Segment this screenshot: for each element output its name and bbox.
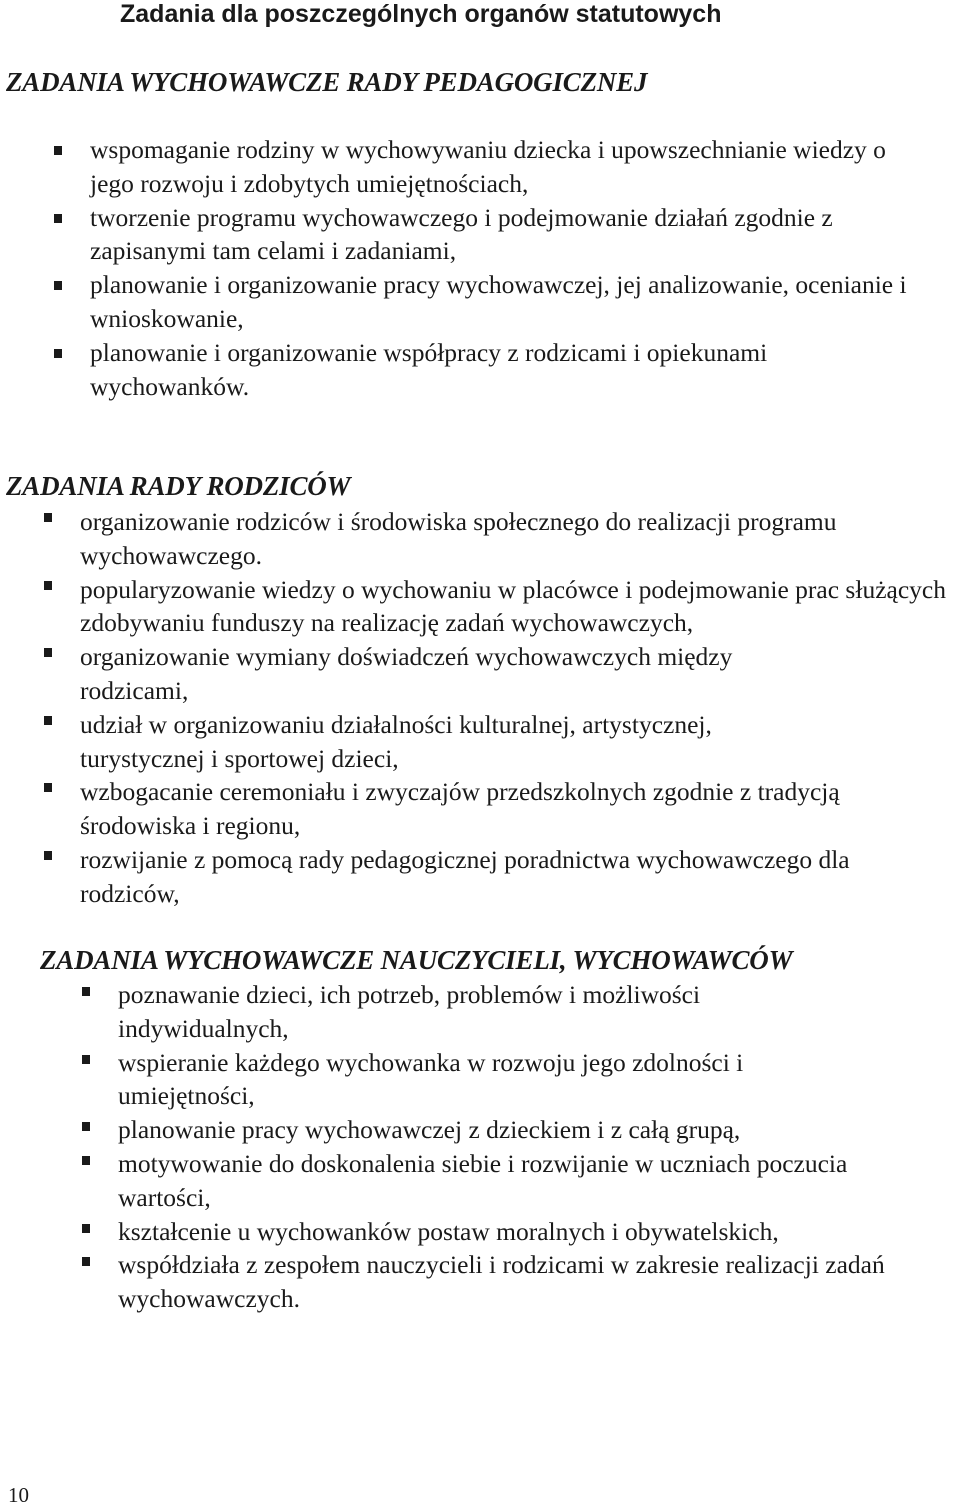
list-item — [90, 268, 950, 336]
list-item-text: udział w organizowaniu działalności kulturalnej, artystycznej, turystycznej i sportowej dzieci, — [80, 709, 712, 773]
list-item-text: planowanie pracy wychowawczej z dzieckiem i z całą grupą, — [118, 1115, 741, 1145]
list-item-text: planowanie i organizowanie współpracy z rodzicami i opiekunami wychowanków. — [90, 337, 768, 401]
list-item-text: planowanie i organizowanie pracy wychowawczej, jej analizowanie, ocenianie i wnioskowanie, — [90, 270, 907, 333]
section-heading-rada-pedagogiczna: ZADANIA WYCHOWAWCZE RADY PEDAGOGICZNEJ — [6, 67, 648, 97]
list-rada-pedagogiczna — [90, 133, 950, 403]
square-bullet-icon — [54, 146, 62, 155]
list-item-text: wspomaganie rodziny w wychowywaniu dziecka i upowszechnianie wiedzy o jego rozwoju i zdobytych umiejętnościach, — [90, 135, 886, 198]
page-number: 10 — [8, 1483, 29, 1507]
list-item-text: wspieranie każdego wychowanka w rozwoju jego zdolności i umiejętności, — [118, 1047, 744, 1111]
list-item-text: motywowanie do doskonalenia siebie i rozwijanie w uczniach poczucia wartości, — [118, 1148, 848, 1212]
document-title: Zadania dla poszczególnych organów statutowych — [120, 0, 722, 28]
square-bullet-icon — [82, 1122, 90, 1131]
square-bullet-icon — [82, 1257, 90, 1266]
list-item-text: rozwijanie z pomocą rady pedagogicznej poradnictwa wychowawczego dla rodziców, — [80, 844, 850, 908]
list-item — [90, 133, 950, 201]
list-item-text: kształcenie u wychowanków postaw moralnych i obywatelskich, — [118, 1216, 779, 1246]
square-bullet-icon — [54, 214, 62, 223]
section-heading-rada-rodzicow: ZADANIA RADY RODZICÓW — [6, 471, 351, 501]
list-item-text: tworzenie programu wychowawczego i podejmowanie działań zgodnie z zapisanymi tam celami i zadaniami, — [90, 202, 833, 266]
list-item — [80, 573, 955, 641]
list-item-text: organizowanie wymiany doświadczeń wychowawczych między rodzicami, — [80, 642, 733, 705]
list-item-text: popularyzowanie wiedzy o wychowaniu w placówce i podejmowanie prac służących zdobywaniu funduszy na realizację zadań wychowawczych, — [80, 574, 946, 638]
list-item — [118, 1215, 948, 1249]
list-item — [80, 843, 955, 911]
square-bullet-icon — [82, 1156, 90, 1165]
square-bullet-icon — [44, 783, 52, 792]
list-item-text: współdziała z zespołem nauczycieli i rodzicami w zakresie realizacji zadań wychowawczych. — [118, 1250, 885, 1314]
square-bullet-icon — [82, 987, 90, 996]
list-nauczyciele — [118, 978, 948, 1316]
square-bullet-icon — [44, 648, 52, 657]
square-bullet-icon — [44, 716, 52, 725]
square-bullet-icon — [54, 349, 62, 358]
list-item — [118, 1248, 948, 1316]
list-item-text: wzbogacanie ceremoniału i zwyczajów przedszkolnych zgodnie z tradycją środowiska i regionu, — [80, 777, 840, 841]
list-item — [80, 775, 955, 843]
list-item — [80, 640, 955, 708]
list-item-text: poznawanie dzieci, ich potrzeb, problemów i możliwości indywidualnych, — [118, 980, 701, 1043]
square-bullet-icon — [44, 851, 52, 860]
list-item — [80, 505, 955, 573]
list-item — [118, 978, 948, 1046]
list-rada-rodzicow — [80, 505, 955, 911]
square-bullet-icon — [54, 281, 62, 290]
square-bullet-icon — [44, 513, 52, 522]
list-item — [80, 708, 955, 776]
square-bullet-icon — [44, 581, 52, 590]
square-bullet-icon — [82, 1055, 90, 1064]
section-heading-nauczyciele: ZADANIA WYCHOWAWCZE NAUCZYCIELI, WYCHOWAWCÓW — [40, 945, 793, 975]
list-item — [118, 1147, 948, 1215]
square-bullet-icon — [82, 1224, 90, 1233]
list-item — [118, 1046, 948, 1114]
list-item-text: organizowanie rodziców i środowiska społecznego do realizacji programu wychowawczego. — [80, 507, 837, 570]
list-item — [90, 201, 950, 269]
list-item — [90, 336, 950, 404]
list-item — [118, 1113, 948, 1147]
